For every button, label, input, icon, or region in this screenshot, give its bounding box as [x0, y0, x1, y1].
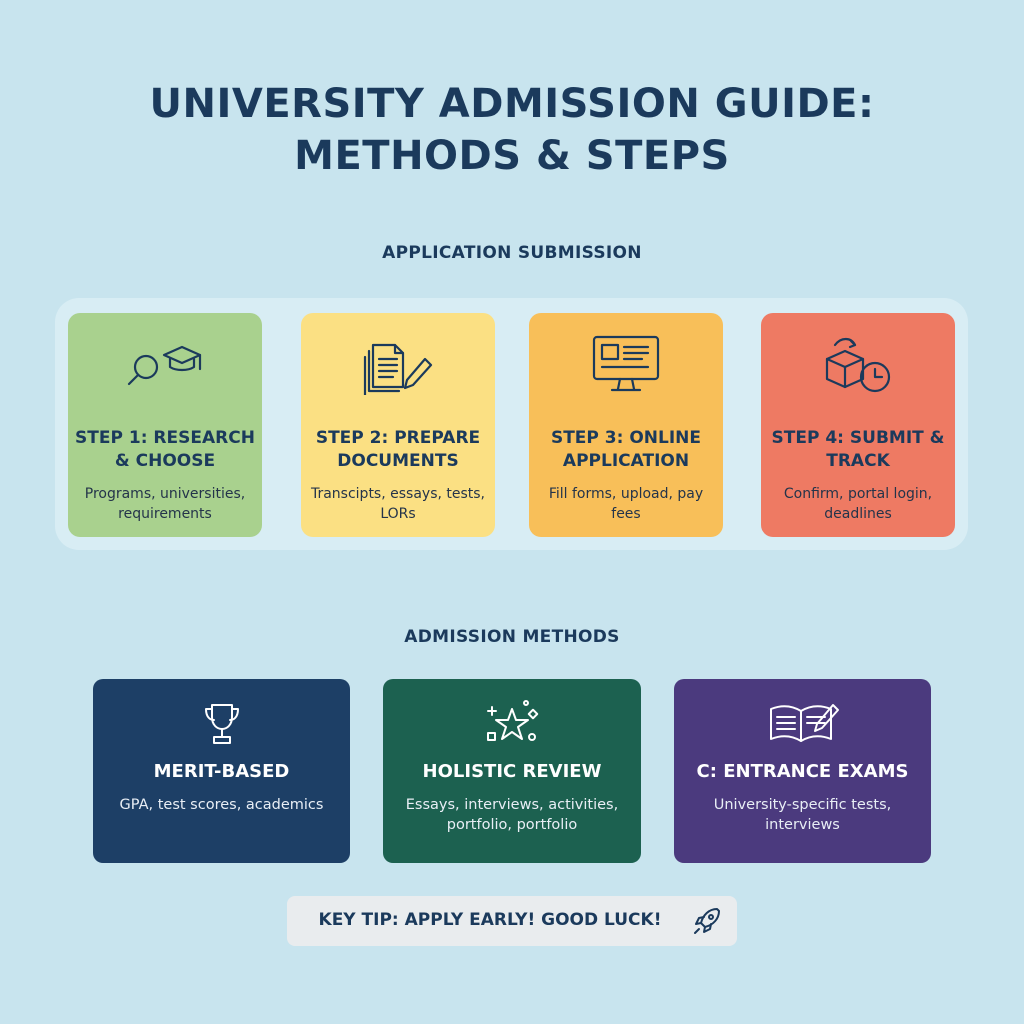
open-book-pen-icon	[674, 699, 931, 749]
step-card-online-application	[529, 313, 723, 537]
key-tip-banner	[287, 896, 737, 946]
method-description: Essays, interviews, activities, portfolio, portfolio	[405, 797, 619, 833]
page-title-line-1: UNIVERSITY ADMISSION GUIDE:	[149, 81, 875, 127]
step-title: STEP 4: SUBMIT & TRACK	[771, 428, 945, 471]
method-title: HOLISTIC REVIEW	[422, 761, 602, 782]
page-title	[0, 78, 1024, 182]
key-tip-text: KEY TIP: APPLY EARLY! GOOD LUCK!	[318, 910, 662, 930]
method-card-entrance-exams	[674, 679, 931, 863]
step-title: STEP 1: RESEARCH & CHOOSE	[75, 428, 255, 471]
step-description: Fill forms, upload, pay fees	[548, 486, 704, 522]
trophy-icon	[93, 699, 350, 749]
method-description: GPA, test scores, academics	[119, 797, 324, 813]
method-card-holistic-review	[383, 679, 641, 863]
computer-monitor-icon	[529, 333, 723, 395]
step-card-documents	[301, 313, 495, 537]
step-title: STEP 2: PREPARE DOCUMENTS	[315, 428, 481, 471]
method-title: C: ENTRANCE EXAMS	[696, 761, 909, 782]
step-description: Transcipts, essays, tests, LORs	[310, 486, 486, 522]
step-card-submit-track	[761, 313, 955, 537]
application-section-label: APPLICATION SUBMISSION	[382, 243, 642, 263]
step-description: Confirm, portal login, deadlines	[783, 486, 933, 522]
box-clock-icon	[761, 333, 955, 395]
step-title: STEP 3: ONLINE APPLICATION	[550, 428, 702, 471]
methods-section-label: ADMISSION METHODS	[404, 627, 620, 647]
method-description: University-specific tests, interviews	[713, 797, 892, 833]
magnifier-graduation-cap-icon	[68, 333, 262, 395]
rocket-icon	[691, 905, 723, 941]
method-title: MERIT-BASED	[153, 761, 290, 782]
documents-pen-icon	[301, 333, 495, 395]
step-description: Programs, universities, requirements	[84, 486, 246, 522]
step-card-research	[68, 313, 262, 537]
method-card-merit-based	[93, 679, 350, 863]
stars-icon	[383, 699, 641, 749]
page-title-line-2: METHODS & STEPS	[294, 133, 730, 179]
